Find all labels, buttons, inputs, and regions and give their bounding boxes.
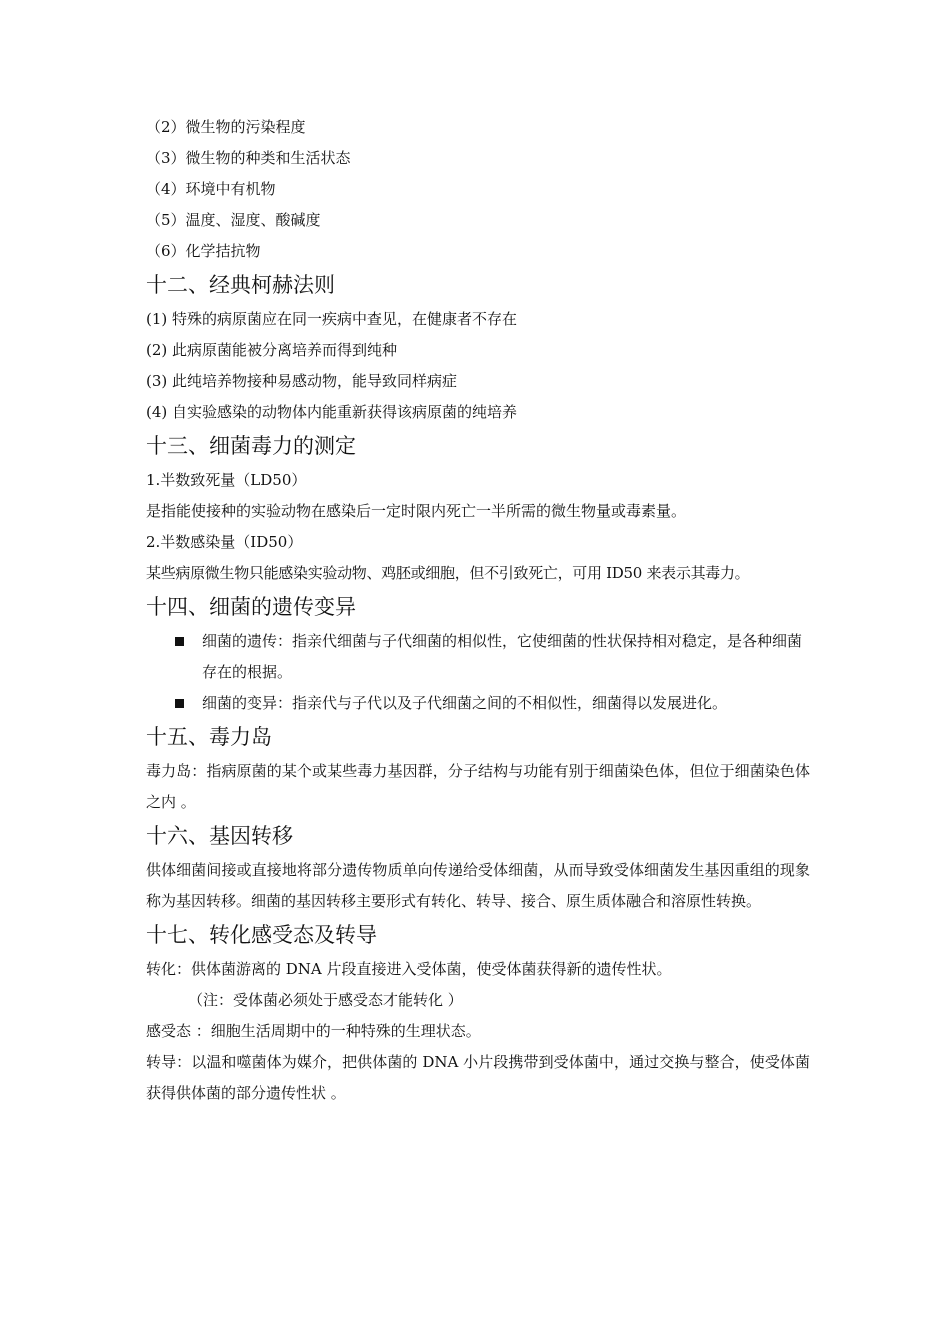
section-heading-15: 十五、毒力岛 [146, 725, 272, 749]
list-item: （4）环境中有机物 [146, 180, 276, 198]
square-bullet-icon [175, 637, 184, 646]
list-item: (1) 特殊的病原菌应在同一疾病中查见，在健康者不存在 [146, 310, 518, 328]
koch-postulates-list [146, 304, 810, 428]
ld50-definition: 是指能使接种的实验动物在感染后一定时限内死亡一半所需的微生物量或毒素量。 [146, 502, 687, 520]
list-item: (2) 此病原菌能被分离培养而得到纯种 [146, 341, 398, 359]
section-heading-13: 十三、细菌毒力的测定 [146, 434, 356, 458]
ld50-title: 1.半数致死量（LD50） [146, 471, 307, 489]
list-item: (3) 此纯培养物接种易感动物，能导致同样病症 [146, 372, 458, 390]
list-item: （3）微生物的种类和生活状态 [146, 149, 351, 167]
list-item [146, 688, 810, 719]
section-heading-17: 十七、转化感受态及转导 [146, 923, 377, 947]
list-item: （5）温度、湿度、酸碱度 [146, 211, 321, 229]
transformation-note: （注：受体菌必须处于感受态才能转化 ） [188, 991, 463, 1009]
list-item [146, 626, 810, 688]
gene-transfer-definition: 供体细菌间接或直接地将部分遗传物质单向传递给受体细菌，从而导致受体细菌发生基因重组的现象称为基因转移。细菌的基因转移主要形式有转化、转导、接合、原生质体融合和溶原性转换。 [146, 861, 810, 910]
square-bullet-icon [175, 699, 184, 708]
list-item: （6）化学拮抗物 [146, 242, 261, 260]
transformation-definition: 转化：供体菌游离的 DNA 片段直接进入受体菌，使受体菌获得新的遗传性状。 [146, 960, 672, 978]
heredity-bullet-list [146, 626, 810, 719]
transduction-definition: 转导：以温和噬菌体为媒介，把供体菌的 DNA 小片段携带到受体菌中，通过交换与整合，使受体菌获得供体菌的部分遗传性状 。 [146, 1053, 810, 1102]
factor-list [146, 112, 810, 267]
list-item: （2）微生物的污染程度 [146, 118, 306, 136]
bullet-text: 细菌的遗传：指亲代细菌与子代细菌的相似性，它使细菌的性状保持相对稳定，是各种细菌存在的根据。 [202, 632, 803, 681]
competence-definition: 感受态 ：细胞生活周期中的一种特殊的生理状态。 [146, 1022, 481, 1040]
section-heading-14: 十四、细菌的遗传变异 [146, 595, 356, 619]
section-heading-16: 十六、基因转移 [146, 824, 293, 848]
id50-definition: 某些病原微生物只能感染实验动物、鸡胚或细胞，但不引致死亡，可用 ID50 来表示其毒力。 [146, 564, 750, 582]
document-page [146, 112, 810, 1109]
id50-title: 2.半数感染量（ID50） [146, 533, 303, 551]
section-heading-12: 十二、经典柯赫法则 [146, 273, 335, 297]
list-item: (4) 自实验感染的动物体内能重新获得该病原菌的纯培养 [146, 403, 518, 421]
bullet-text: 细菌的变异：指亲代与子代以及子代细菌之间的不相似性，细菌得以发展进化。 [202, 694, 728, 712]
pathogenicity-island-definition: 毒力岛：指病原菌的某个或某些毒力基因群，分子结构与功能有别于细菌染色体，但位于细菌染色体之内 。 [146, 762, 810, 811]
